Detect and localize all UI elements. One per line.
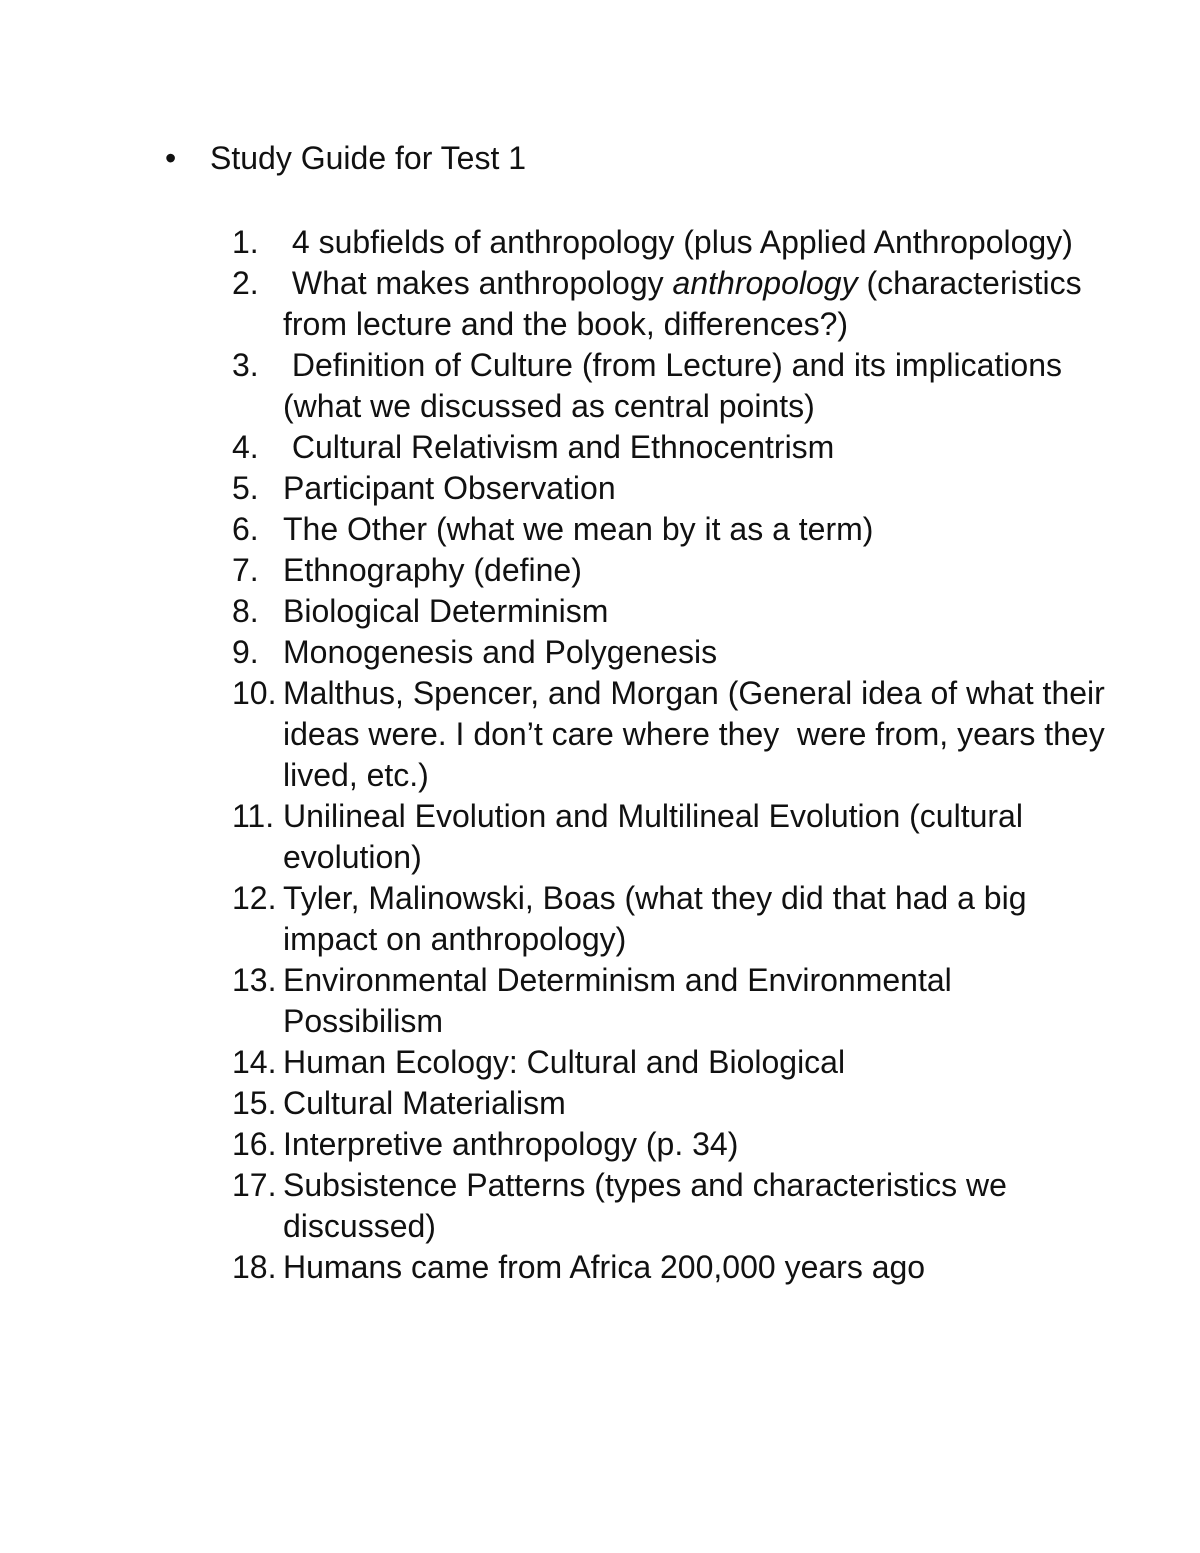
list-item-text: Interpretive anthropology (p. 34) bbox=[283, 1126, 739, 1162]
list-item-number: 11. bbox=[232, 798, 275, 834]
study-topics-list bbox=[232, 222, 1112, 1288]
list-item-4 bbox=[232, 427, 1112, 468]
list-item-number: 10. bbox=[232, 675, 277, 711]
list-item-text: Biological Determinism bbox=[283, 593, 609, 629]
list-item-1 bbox=[232, 222, 1112, 263]
list-item-number: 2. bbox=[232, 265, 259, 301]
list-item-number: 3. bbox=[232, 347, 259, 383]
list-item-text: Humans came from Africa 200,000 years ago bbox=[283, 1249, 926, 1285]
list-item-text: What makes anthropology bbox=[283, 265, 673, 301]
list-item-number: 15. bbox=[232, 1085, 277, 1121]
list-item-3 bbox=[232, 345, 1112, 427]
list-item-number: 7. bbox=[232, 552, 259, 588]
list-item-text-continued: (characteristics from lecture and the book, differences?) bbox=[283, 265, 1091, 342]
list-item-number: 18. bbox=[232, 1249, 277, 1285]
list-item-text: Subsistence Patterns (types and characteristics we discussed) bbox=[283, 1167, 1016, 1244]
list-item-17 bbox=[232, 1165, 1112, 1247]
bullet-icon: • bbox=[165, 140, 177, 176]
list-item-text: Cultural Materialism bbox=[283, 1085, 566, 1121]
list-item-8 bbox=[232, 591, 1112, 632]
list-item-12 bbox=[232, 878, 1112, 960]
list-item-number: 14. bbox=[232, 1044, 277, 1080]
list-item-text: Malthus, Spencer, and Morgan (General idea of what their ideas were. I don’t care where they were from, years they lived, etc.) bbox=[283, 675, 1114, 793]
list-item-number: 9. bbox=[232, 634, 259, 670]
list-item-16 bbox=[232, 1124, 1112, 1165]
list-item-text: Environmental Determinism and Environmental Possibilism bbox=[283, 962, 961, 1039]
list-item-7 bbox=[232, 550, 1112, 591]
list-item-text-group bbox=[283, 263, 1112, 345]
list-item-emphasis: anthropology bbox=[672, 265, 858, 301]
list-item-number: 1. bbox=[232, 224, 259, 260]
study-guide-heading bbox=[165, 138, 526, 179]
list-item-2 bbox=[232, 263, 1112, 345]
list-item-15 bbox=[232, 1083, 1112, 1124]
list-item-number: 5. bbox=[232, 470, 259, 506]
list-item-text: Participant Observation bbox=[283, 470, 616, 506]
list-item-text: Unilineal Evolution and Multilineal Evolution (cultural evolution) bbox=[283, 798, 1032, 875]
list-item-number: 17. bbox=[232, 1167, 277, 1203]
list-item-number: 4. bbox=[232, 429, 259, 465]
list-item-text: Ethnography (define) bbox=[283, 552, 582, 588]
list-item-text: 4 subfields of anthropology (plus Applied Anthropology) bbox=[283, 224, 1073, 260]
list-item-5 bbox=[232, 468, 1112, 509]
list-item-text: Monogenesis and Polygenesis bbox=[283, 634, 718, 670]
page-title: Study Guide for Test 1 bbox=[210, 140, 527, 176]
list-item-6 bbox=[232, 509, 1112, 550]
list-item-number: 6. bbox=[232, 511, 259, 547]
list-item-9 bbox=[232, 632, 1112, 673]
list-item-text: Human Ecology: Cultural and Biological bbox=[283, 1044, 846, 1080]
list-item-text: The Other (what we mean by it as a term) bbox=[283, 511, 874, 547]
list-item-number: 16. bbox=[232, 1126, 277, 1162]
list-item-10 bbox=[232, 673, 1112, 796]
list-item-13 bbox=[232, 960, 1112, 1042]
list-item-18 bbox=[232, 1247, 1112, 1288]
list-item-number: 12. bbox=[232, 880, 277, 916]
list-item-text: Definition of Culture (from Lecture) and its implications (what we discussed as central points) bbox=[283, 347, 1071, 424]
list-item-number: 8. bbox=[232, 593, 259, 629]
list-item-11 bbox=[232, 796, 1112, 878]
list-item-14 bbox=[232, 1042, 1112, 1083]
list-item-text: Tyler, Malinowski, Boas (what they did that had a big impact on anthropology) bbox=[283, 880, 1036, 957]
list-item-number: 13. bbox=[232, 962, 277, 998]
list-item-text: Cultural Relativism and Ethnocentrism bbox=[283, 429, 835, 465]
